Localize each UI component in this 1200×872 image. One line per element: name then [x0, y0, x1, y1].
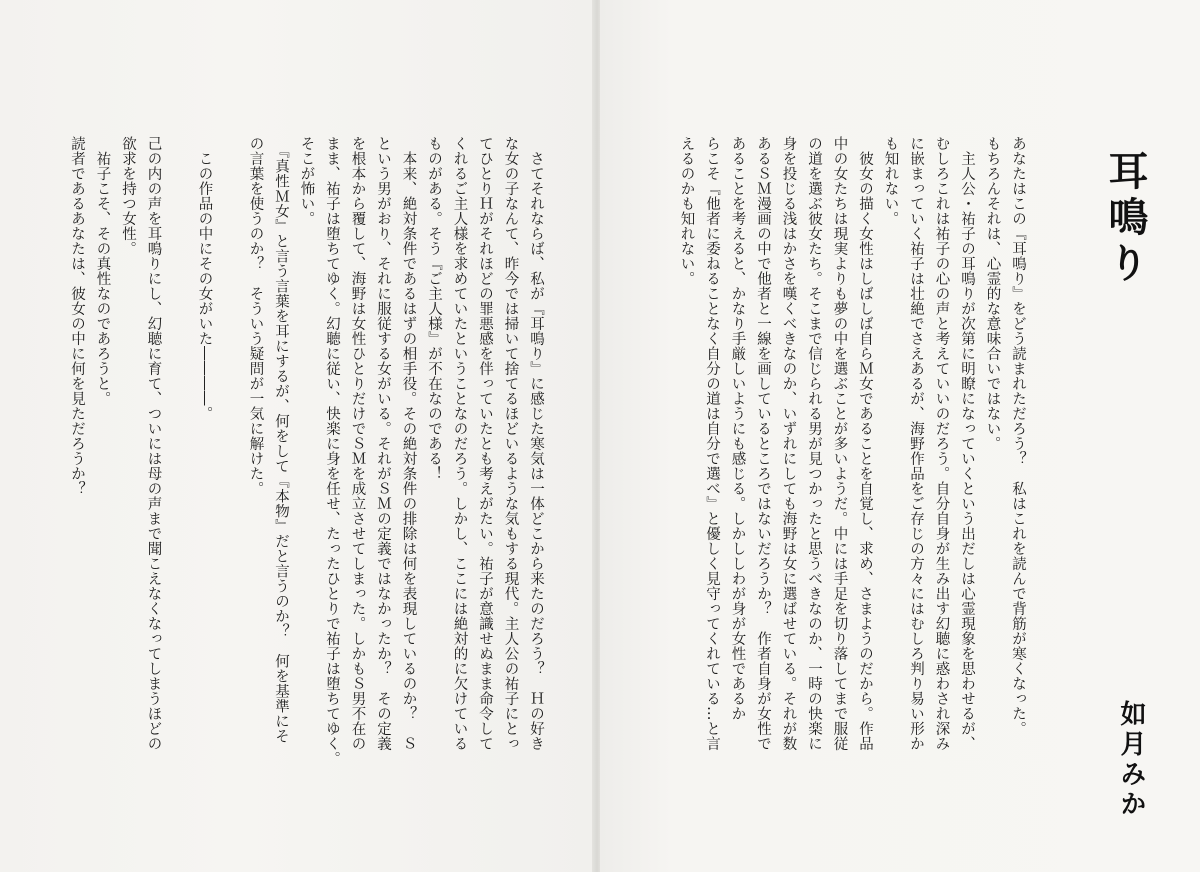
text-line: ものがある。そう『ご主人様』が不在なのである！ [426, 136, 442, 481]
text-line [166, 136, 192, 826]
text-line: 彼女の描く女性はしばしば自らＭ女であることを自覚し、求め、さまようのだから。作品 [857, 136, 873, 751]
left-page [0, 0, 594, 872]
article-title: 耳鳴り [1102, 150, 1148, 288]
right-page [600, 0, 1200, 872]
text-line: の道を選ぶ彼女たち。そこまで信じられる男が見つかったと思うべきなのか、一時の快楽に [806, 136, 822, 751]
text-line: 『真性Ｍ女』と言う言葉を耳にするが、何をして『本物』だと言うのか？ 何を基準にそ [273, 136, 289, 744]
text-line: あなたはこの『耳鳴り』をどう読まれただろう？ 私はこれを読んで背筋が寒くなった。 [1010, 136, 1026, 736]
author-name: 如月みか [1116, 700, 1146, 820]
text-line: 身を投じる浅はかさを嘆くべきなのか、いずれにしても海野は女に選ばせている。それが数 [780, 136, 797, 751]
text-line: さてそれならば、私が『耳鳴り』に感じた寒気は一体どこから来たのだろう？ Ｈの好き [528, 136, 544, 751]
text-line: この作品の中にその女がいた――――。 [196, 136, 213, 421]
text-line: 欲求を持つ女性。 [120, 136, 136, 256]
text-line: 中の女たちは現実よりも夢の中を選ぶことが多いようだ。中には手足を切り落してまで服従 [831, 136, 848, 751]
text-line: あるＳＭ漫画の中で他者と一線を画しているところではないだろうか？ 作者自身が女性で [755, 136, 771, 751]
text-line: という男がおり、それに服従する女がいる。それがＳＭの定義ではなかったか？ その定義 [375, 136, 391, 751]
right-page-body [650, 136, 1030, 836]
text-line: くれるご主人様を求めていたということなのだろう。しかし、ここには絶対的に欠けている [451, 136, 468, 751]
text-line: そこが怖い。 [298, 136, 315, 226]
text-line [217, 136, 243, 826]
text-line: を根本から覆して、海野は女性ひとりだけでＳＭを成立させてしまった。しかもＳ男不在の [349, 136, 366, 751]
text-line: あることを考えると、かなり手厳しいようにも感じる。しかししわが身が女性であるか [729, 136, 746, 721]
text-line: の言葉を使うのか？ そういう疑問が一気に解けた。 [247, 136, 264, 496]
text-line: 己の内の声を耳鳴りにし、幻聴に育て、ついには母の声まで聞こえなくなってしまうほどの [145, 136, 162, 751]
text-line: もちろんそれは、心霊的な意味合いではない。 [984, 136, 1001, 451]
text-line: らこそ『他者に委ねることなく自分の道は自分で選べ』と優しく見守ってくれている…と言 [704, 136, 720, 751]
text-line: えるのかも知れない。 [678, 136, 695, 286]
text-line: てひとりＨがそれほどの罪悪感を伴っていたとも考えがたい。祐子が意識せぬまま命令して [477, 136, 493, 751]
text-line: も知れない。 [882, 136, 899, 226]
text-line: に嵌まっていく祐子は壮絶でさえあるが、海野作品をご存じの方々にはむしろ判り易い形か [908, 136, 924, 751]
text-line: まま、祐子は堕ちてゆく。幻聴に従い、快楽に身を任せ、たったひとりで祐子は堕ちてゆく。 [324, 136, 340, 766]
text-line: 主人公・祐子の耳鳴りが次第に明瞭になっていくという出だしは心霊現象を思わせるが、 [959, 136, 975, 751]
text-line: 読者であるあなたは、彼女の中に何を見ただろうか？ [69, 136, 85, 496]
text-line: な女の子なんて、昨今では掃いて捨てるほどいるような気もする現代。主人公の祐子にとっ [502, 136, 519, 751]
left-page-body [38, 136, 548, 826]
text-line: 本来、絶対条件であるはずの相手役。その絶対条件の排除は何を表現しているのか？ Ｓ [400, 136, 417, 751]
text-line: 祐子こそ、その真性なのであろうと。 [94, 136, 111, 406]
text-line: むしろこれは祐子の心の声と考えていいのだろう。自分自身が生み出す幻聴に惑わされ深み [933, 136, 950, 751]
